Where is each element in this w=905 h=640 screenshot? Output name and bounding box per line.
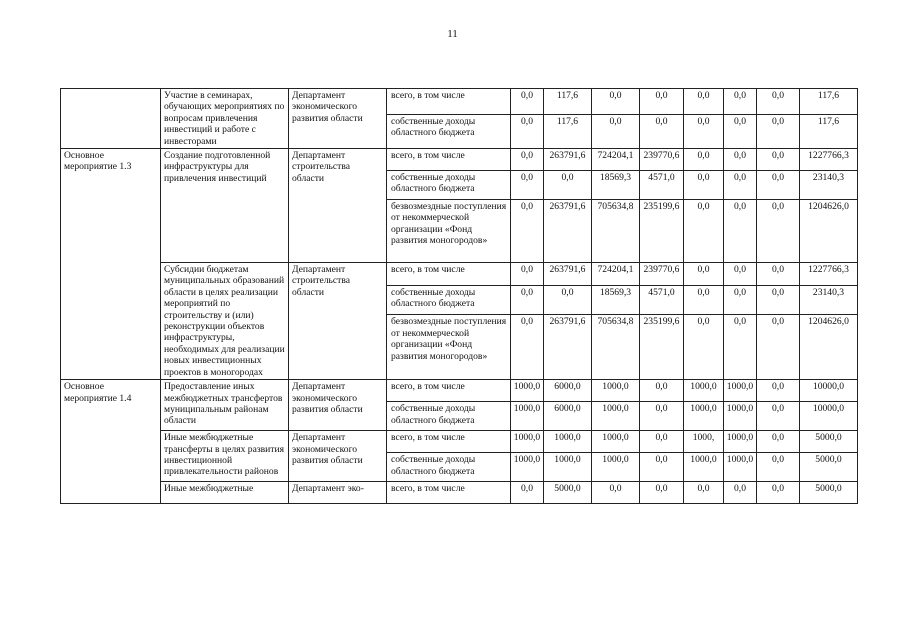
- value-cell: 0,0: [757, 402, 800, 431]
- value-cell: 724204,1: [592, 149, 640, 171]
- value-cell: 0,0: [684, 200, 724, 263]
- value-cell: 0,0: [724, 263, 757, 286]
- value-cell: 0,0: [544, 285, 592, 315]
- value-cell: 239770,6: [640, 149, 684, 171]
- value-cell: 0,0: [511, 285, 544, 315]
- source-label: всего, в том числе: [387, 149, 511, 171]
- value-cell: 0,0: [511, 482, 544, 504]
- page-number: 11: [447, 28, 458, 40]
- value-cell: 0,0: [511, 89, 544, 115]
- action-cell: Предоставление иных межбюджетных трансфертов муниципальным районам области: [161, 380, 289, 431]
- value-cell: 0,0: [544, 171, 592, 200]
- value-cell: 0,0: [757, 285, 800, 315]
- value-cell: 1000,0: [724, 380, 757, 402]
- value-cell: 1000,0: [511, 380, 544, 402]
- value-cell: 1000,0: [592, 431, 640, 453]
- value-cell: 0,0: [684, 149, 724, 171]
- value-cell: 0,0: [724, 114, 757, 148]
- table-row: [61, 149, 858, 171]
- source-label: всего, в том числе: [387, 380, 511, 402]
- value-cell: 1000,0: [724, 453, 757, 482]
- value-cell: 0,0: [684, 482, 724, 504]
- value-cell: 0,0: [724, 482, 757, 504]
- value-cell: 0,0: [724, 200, 757, 263]
- value-cell: 0,0: [684, 285, 724, 315]
- total-cell: 117,6: [800, 89, 858, 115]
- value-cell: 1000,0: [724, 431, 757, 453]
- total-cell: 1204626,0: [800, 200, 858, 263]
- executor-cell: Департамент экономического развития области: [289, 89, 387, 149]
- total-cell: 10000,0: [800, 402, 858, 431]
- value-cell: 0,0: [757, 114, 800, 148]
- measure-cell: Основное мероприятие 1.3: [61, 149, 161, 380]
- total-cell: 10000,0: [800, 380, 858, 402]
- total-cell: 5000,0: [800, 431, 858, 453]
- value-cell: 1000,0: [544, 453, 592, 482]
- value-cell: 0,0: [592, 114, 640, 148]
- executor-cell: Департамент экономического развития области: [289, 380, 387, 431]
- total-cell: 23140,3: [800, 171, 858, 200]
- source-label: безвозмездные поступления от некоммерческой организации «Фонд развития моногородов»: [387, 200, 511, 263]
- value-cell: 1000,0: [684, 453, 724, 482]
- source-label: собственные доходы областного бюджета: [387, 285, 511, 315]
- value-cell: 0,0: [724, 171, 757, 200]
- value-cell: 1000,: [684, 431, 724, 453]
- source-label: собственные доходы областного бюджета: [387, 114, 511, 148]
- table-row: [61, 89, 858, 115]
- value-cell: 0,0: [640, 114, 684, 148]
- value-cell: 1000,0: [592, 402, 640, 431]
- value-cell: 6000,0: [544, 380, 592, 402]
- table-row: [61, 482, 858, 504]
- source-label: всего, в том числе: [387, 431, 511, 453]
- action-cell: Создание подготовленной инфраструктуры для привлечения инвестиций: [161, 149, 289, 263]
- source-label: всего, в том числе: [387, 89, 511, 115]
- total-cell: 1204626,0: [800, 315, 858, 380]
- value-cell: 239770,6: [640, 263, 684, 286]
- table-row: [61, 380, 858, 402]
- value-cell: 263791,6: [544, 315, 592, 380]
- value-cell: 0,0: [511, 171, 544, 200]
- value-cell: 0,0: [511, 263, 544, 286]
- total-cell: 5000,0: [800, 482, 858, 504]
- value-cell: 0,0: [511, 315, 544, 380]
- total-cell: 1227766,3: [800, 149, 858, 171]
- value-cell: 0,0: [757, 431, 800, 453]
- value-cell: 0,0: [757, 200, 800, 263]
- value-cell: 5000,0: [544, 482, 592, 504]
- budget-table: [60, 88, 858, 504]
- value-cell: 0,0: [724, 149, 757, 171]
- value-cell: 0,0: [757, 263, 800, 286]
- source-label: собственные доходы областного бюджета: [387, 402, 511, 431]
- action-cell: Иные межбюджетные трансферты в целях развития инвестиционной привлекательности районов: [161, 431, 289, 482]
- value-cell: 0,0: [640, 431, 684, 453]
- value-cell: 1000,0: [511, 453, 544, 482]
- value-cell: 0,0: [757, 315, 800, 380]
- value-cell: 1000,0: [684, 380, 724, 402]
- value-cell: 235199,6: [640, 200, 684, 263]
- value-cell: 0,0: [757, 453, 800, 482]
- total-cell: 23140,3: [800, 285, 858, 315]
- value-cell: 0,0: [511, 149, 544, 171]
- executor-cell: Департамент строительства области: [289, 263, 387, 380]
- value-cell: 263791,6: [544, 200, 592, 263]
- value-cell: 1000,0: [511, 402, 544, 431]
- value-cell: 6000,0: [544, 402, 592, 431]
- value-cell: 0,0: [724, 315, 757, 380]
- value-cell: 263791,6: [544, 263, 592, 286]
- value-cell: 0,0: [684, 114, 724, 148]
- value-cell: 0,0: [592, 89, 640, 115]
- value-cell: 117,6: [544, 89, 592, 115]
- value-cell: 0,0: [640, 453, 684, 482]
- source-label: собственные доходы областного бюджета: [387, 453, 511, 482]
- value-cell: 0,0: [511, 114, 544, 148]
- value-cell: 724204,1: [592, 263, 640, 286]
- value-cell: 0,0: [640, 482, 684, 504]
- source-label: собственные доходы областного бюджета: [387, 171, 511, 200]
- source-label: всего, в том числе: [387, 482, 511, 504]
- value-cell: 0,0: [757, 89, 800, 115]
- table-row: [61, 263, 858, 286]
- action-cell: Участие в семинарах, обучающих мероприятиях по вопросам привлечения инвестиций и работе с инвесторами: [161, 89, 289, 149]
- value-cell: 0,0: [640, 380, 684, 402]
- executor-cell: Департамент эко-: [289, 482, 387, 504]
- value-cell: 0,0: [724, 89, 757, 115]
- value-cell: 0,0: [684, 263, 724, 286]
- value-cell: 4571,0: [640, 285, 684, 315]
- total-cell: 117,6: [800, 114, 858, 148]
- value-cell: 0,0: [511, 200, 544, 263]
- measure-cell: [61, 89, 161, 149]
- value-cell: 0,0: [684, 89, 724, 115]
- total-cell: 5000,0: [800, 453, 858, 482]
- value-cell: 0,0: [640, 89, 684, 115]
- value-cell: 1000,0: [511, 431, 544, 453]
- measure-cell: Основное мероприятие 1.4: [61, 380, 161, 504]
- source-label: безвозмездные поступления от некоммерческой организации «Фонд развития моногородов»: [387, 315, 511, 380]
- value-cell: 1000,0: [592, 380, 640, 402]
- value-cell: 235199,6: [640, 315, 684, 380]
- executor-cell: Департамент экономического развития области: [289, 431, 387, 482]
- action-cell: Субсидии бюджетам муниципальных образований области в целях реализации мероприятий по строительству и (или) реконструкции объектов инфраструктуры, необходимых для реализации новых инвестиционных проектов в моногородах: [161, 263, 289, 380]
- value-cell: 1000,0: [724, 402, 757, 431]
- value-cell: 0,0: [684, 315, 724, 380]
- value-cell: 0,0: [757, 171, 800, 200]
- action-cell: Иные межбюджетные: [161, 482, 289, 504]
- executor-cell: Департамент строительства области: [289, 149, 387, 263]
- value-cell: 0,0: [592, 482, 640, 504]
- value-cell: 263791,6: [544, 149, 592, 171]
- value-cell: 0,0: [757, 482, 800, 504]
- value-cell: 0,0: [757, 380, 800, 402]
- table-row: [61, 431, 858, 453]
- value-cell: 0,0: [640, 402, 684, 431]
- value-cell: 705634,8: [592, 315, 640, 380]
- value-cell: 0,0: [684, 171, 724, 200]
- value-cell: 705634,8: [592, 200, 640, 263]
- source-label: всего, в том числе: [387, 263, 511, 286]
- value-cell: 4571,0: [640, 171, 684, 200]
- value-cell: 0,0: [724, 285, 757, 315]
- value-cell: 1000,0: [544, 431, 592, 453]
- value-cell: 18569,3: [592, 171, 640, 200]
- value-cell: 18569,3: [592, 285, 640, 315]
- total-cell: 1227766,3: [800, 263, 858, 286]
- value-cell: 1000,0: [592, 453, 640, 482]
- value-cell: 117,6: [544, 114, 592, 148]
- value-cell: 1000,0: [684, 402, 724, 431]
- value-cell: 0,0: [757, 149, 800, 171]
